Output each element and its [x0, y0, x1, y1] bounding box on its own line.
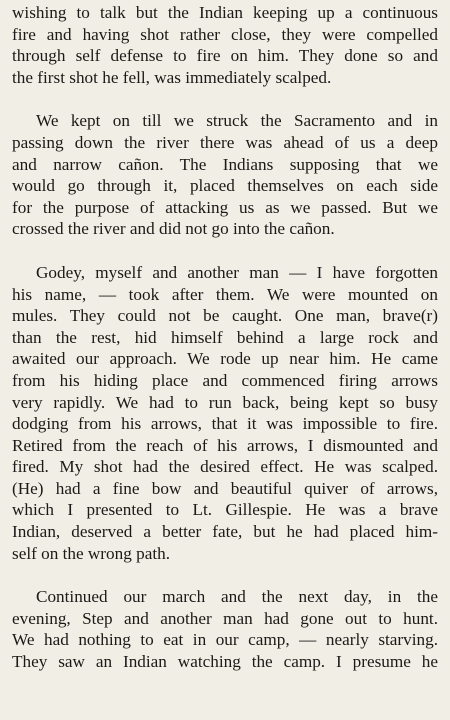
paragraph-1: [12, 2, 438, 88]
paragraph-3: [12, 262, 438, 564]
text-line: Continued our march and the next day, in the: [36, 587, 438, 607]
paragraph-2: [12, 110, 438, 240]
text-line: crossed the river and did not go into the cañon.: [12, 219, 335, 239]
text-line: awaited our approach. We rode up near him. He came: [12, 349, 438, 369]
paragraph-spacer: [12, 88, 438, 110]
paragraph-spacer: [12, 240, 438, 262]
text-line: evening, Step and another man had gone out to hunt.: [12, 608, 438, 628]
text-line: Retired from the reach of his arrows, I dismounted and: [12, 435, 438, 455]
paragraph-4: [12, 586, 438, 672]
text-line: passing down the river there was ahead of us a deep: [12, 132, 438, 152]
text-line: We had nothing to eat in our camp, — nearly starving.: [12, 630, 438, 650]
text-line: through self defense to fire on him. They done so and: [12, 46, 438, 66]
text-line: would go through it, placed themselves on each side: [12, 176, 438, 196]
text-line: (He) had a fine bow and beautiful quiver of arrows,: [12, 478, 438, 498]
text-line: and narrow cañon. The Indians supposing that we: [12, 154, 438, 174]
text-line: which I presented to Lt. Gillespie. He was a brave: [12, 500, 438, 520]
text-line: mules. They could not be caught. One man, brave(r): [12, 306, 438, 326]
text-line: for the purpose of attacking us as we passed. But we: [12, 197, 438, 217]
text-line: We kept on till we struck the Sacramento and in: [36, 111, 438, 131]
text-line: than the rest, hid himself behind a large rock and: [12, 327, 438, 347]
text-line: fired. My shot had the desired effect. He was scalped.: [12, 457, 438, 477]
text-line: fire and having shot rather close, they were compelled: [12, 24, 438, 44]
text-line: Godey, myself and another man — I have forgotten: [36, 262, 438, 282]
paragraph-spacer: [12, 564, 438, 586]
text-line: They saw an Indian watching the camp. I presume he: [12, 652, 438, 672]
text-line: wishing to talk but the Indian keeping up a continuous: [12, 3, 438, 22]
text-line: the first shot he fell, was immediately scalped.: [12, 67, 332, 87]
text-line: Indian, deserved a better fate, but he had placed him-: [12, 522, 438, 542]
text-line: from his hiding place and commenced firing arrows: [12, 370, 438, 390]
text-line: very rapidly. We had to run back, being kept so busy: [12, 392, 438, 412]
text-line: self on the wrong path.: [12, 543, 170, 563]
text-line: dodging from his arrows, that it was impossible to fire.: [12, 414, 438, 434]
text-line: his name, — took after them. We were mounted on: [12, 284, 438, 304]
